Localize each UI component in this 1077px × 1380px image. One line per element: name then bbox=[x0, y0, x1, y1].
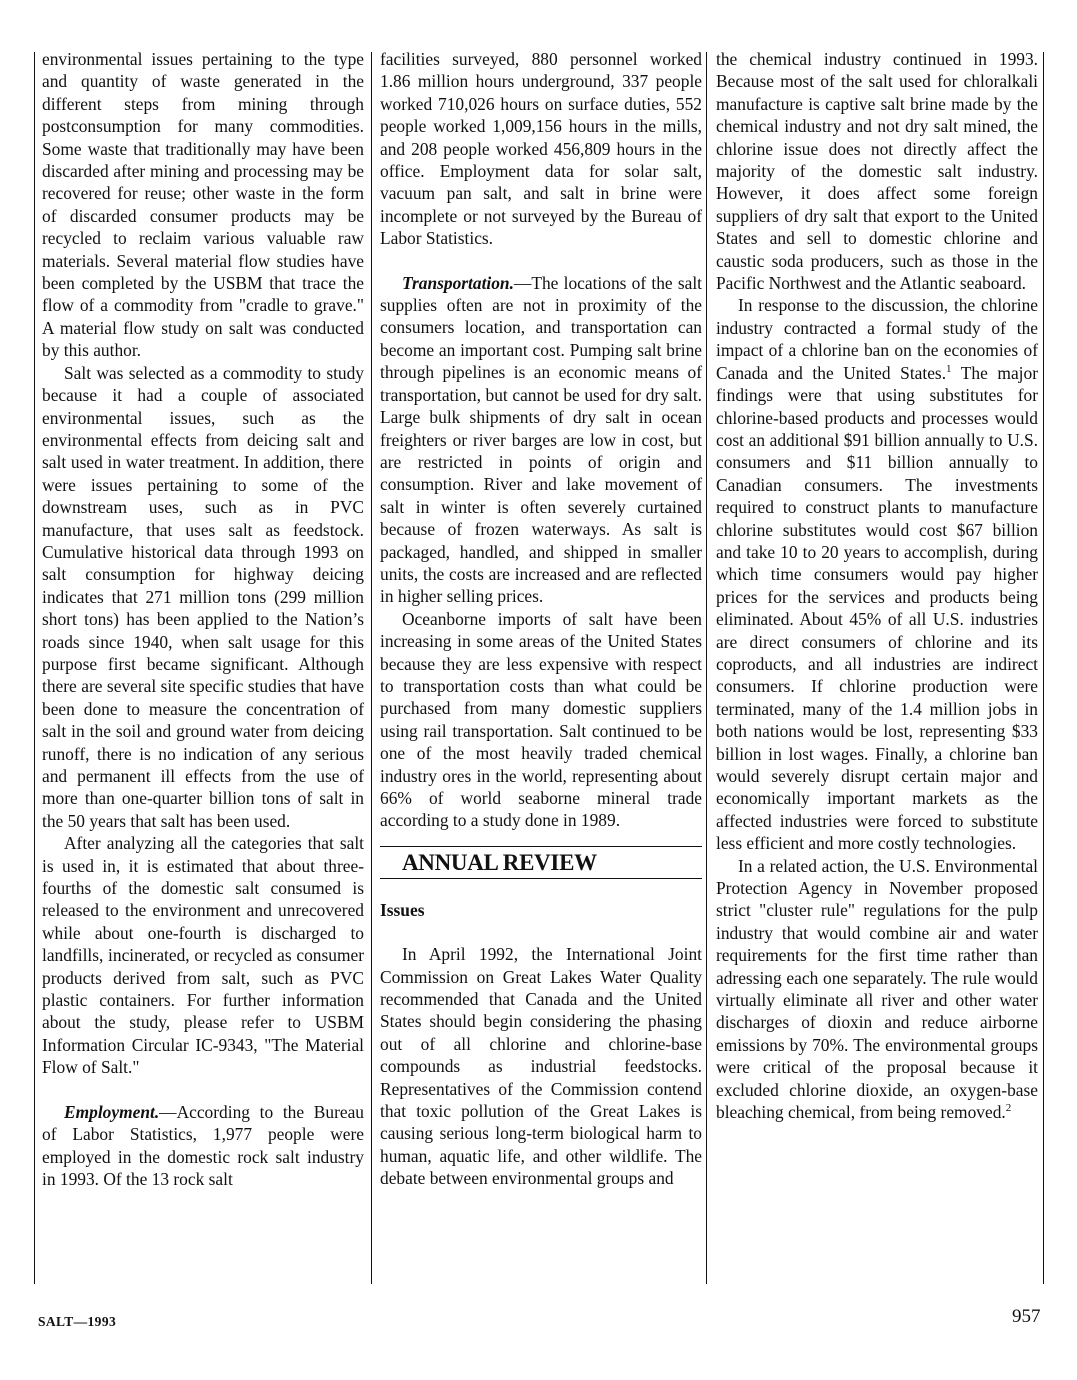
paragraph: the chemical industry continued in 1993. Because most of the salt used for chloralkali manufacture is captive salt brine made by the chemical industry and not dry salt mined, the chlorine issue does not directly affect the majority of the domestic salt industry. However, it does affect some foreign suppliers of dry salt that export to the United States and sell to domestic chlorine and caustic soda producers, such as those in the Pacific Northwest and the Atlantic seaboard. bbox=[716, 49, 1038, 294]
subheading: Issues bbox=[380, 899, 425, 920]
paragraph-text: In a related action, the U.S. Environmental Protection Agency in November proposed strict "cluster rule" regulations for the pulp industry that would combine air and water requirements for the first time rather than adressing each one separately. The rule would virtually eliminate all river and other water discharges of dioxin and reduce airborne emissions by 70%. The environmental groups were critical of the proposal because it excluded chlorine dioxide, an oxygen-base bleaching chemical, from being removed. bbox=[716, 855, 1038, 1123]
column-1 bbox=[42, 48, 364, 1190]
run-in-heading-transportation: Transportation. bbox=[402, 272, 514, 293]
paragraph bbox=[716, 294, 1038, 854]
paragraph: In April 1992, the International Joint Commission on Great Lakes Water Quality recommended that Canada and the United States should begin considering the phasing out of all chlorine and chlorine-base compounds as industrial feedstocks. Representatives of the Commission contend that toxic pollution of the Great Lakes is causing serious long-term biological harm to human, aquatic life, and other wildlife. The debate between environmental groups and bbox=[380, 944, 702, 1189]
employment-text: —According to the Bureau of Labor Statistics, 1,977 people were employed in the domestic rock salt industry in 1993. Of the 13 rock salt bbox=[42, 1101, 364, 1189]
column-2 bbox=[380, 48, 702, 1190]
section-heading-block bbox=[380, 846, 702, 879]
page-number: 957 bbox=[1012, 1306, 1041, 1327]
paragraph: facilities surveyed, 880 personnel worked 1.86 million hours underground, 337 people worked 710,026 hours on surface duties, 552 people worked 1,009,156 hours in the mills, and 208 people worked 456,809 hours in the office. Employment data for solar salt, vacuum pan salt, and salt in brine were incomplete or not surveyed by the Bureau of Labor Statistics. bbox=[380, 49, 702, 249]
employment-paragraph bbox=[42, 1101, 364, 1191]
column-rule-left bbox=[34, 52, 35, 1284]
running-title: SALT—1993 bbox=[38, 1314, 117, 1329]
paragraph: Oceanborne imports of salt have been increasing in some areas of the United States because they are less expensive with respect to transportation costs than what could be purchased from many domestic suppliers using rail transportation. Salt continued to be one of the most heavily traded chemical industry ores in the world, representing about 66% of world seaborne mineral trade according to a study done in 1989. bbox=[380, 608, 702, 831]
section-heading: ANNUAL REVIEW bbox=[402, 849, 597, 875]
column-rule-center-right bbox=[706, 52, 707, 1284]
column-rule-right bbox=[1043, 52, 1044, 1284]
paragraph: After analyzing all the categories that salt is used in, it is estimated that about three-fourths of the domestic salt consumed is released to the environment and unrecovered while about one-fourth is discharged to landfills, incinerated, or recycled as consumer products derived from salt, such as PVC plastic containers. For further information about the study, please refer to USBM Information Circular IC-9343, "The Material Flow of Salt." bbox=[42, 833, 364, 1078]
heading-rule-top bbox=[380, 846, 702, 847]
run-in-heading-employment: Employment. bbox=[64, 1101, 160, 1122]
transportation-paragraph bbox=[380, 272, 702, 608]
footnote-ref: 2 bbox=[1005, 1102, 1012, 1115]
column-rule-center-left bbox=[371, 52, 372, 1284]
paragraph: environmental issues pertaining to the type and quantity of waste generated in the different steps from mining through postconsumption for many commodities. Some waste that traditionally may have been discarded after mining and processing may be recovered for reuse; other waste in the form of discarded consumer products may be recycled to reclaim various valuable raw materials. Several material flow studies have been completed by the USBM that trace the flow of a commodity from "cradle to grave." A material flow study on salt was conducted by this author. bbox=[42, 49, 364, 361]
paragraph: Salt was selected as a commodity to study because it had a couple of associated environmental issues, such as the environmental effects from deicing salt and salt used in water treatment. In addition, there were issues pertaining to some of the downstream uses, such as in PVC manufacture, that uses salt as feedstock. Cumulative historical data through 1993 on salt consumption for highway deicing indicates that 271 million tons (299 million short tons) has been applied to the Nation’s roads since 1940, when salt usage for this purpose first became significant. Although there are several site specific studies that have been done to measure the concentration of salt in the soil and ground water from deicing runoff, there is no indication of any serious and permanent ill effects from the use of more than one-quarter billion tons of salt in the 50 years that salt has been used. bbox=[42, 362, 364, 831]
paragraph bbox=[716, 855, 1038, 1124]
footnote-ref: 1 bbox=[946, 362, 952, 375]
column-3 bbox=[716, 48, 1038, 1124]
heading-rule-bottom bbox=[380, 878, 702, 879]
transportation-text: —The locations of the salt supplies often are not in proximity of the consumers location, and transportation can become an important cost. Pumping salt brine through pipelines is an economic means of transportation, but cannot be used for dry salt. Large bulk shipments of dry salt in ocean freighters or river barges are low in cost, but are restricted in points of origin and consumption. River and lake movement of salt in winter is often severely curtained because of frozen waterways. As salt is packaged, handled, and shipped in smaller units, the costs are increased and are reflected in higher selling prices. bbox=[380, 272, 702, 607]
paragraph-text: In response to the discussion, the chlorine industry contracted a formal study of the impact of a chlorine ban on the economies of Canada and the United States. bbox=[716, 295, 1038, 383]
paragraph-text: The major findings were that using substitutes for chlorine-based products and processes would cost an additional $91 billion annually to U.S. consumers and $11 billion annually to Canadian consumers. The investments required to construct plants to manufacture chlorine substitutes would cost $67 billion and take 10 to 20 years to accomplish, during which time consumers would pay higher prices for the services and products being eliminated. About 45% of all U.S. industries are direct consumers of chlorine and its coproducts, and all industries are indirect consumers. If chlorine production were terminated, many of the 1.4 million jobs in both nations would be lost, representing $33 billion in lost wages. Finally, a chlorine ban would severely disrupt certain major and economically important markets as the affected industries were forced to substitute less efficient and more costly technologies. bbox=[716, 362, 1038, 854]
